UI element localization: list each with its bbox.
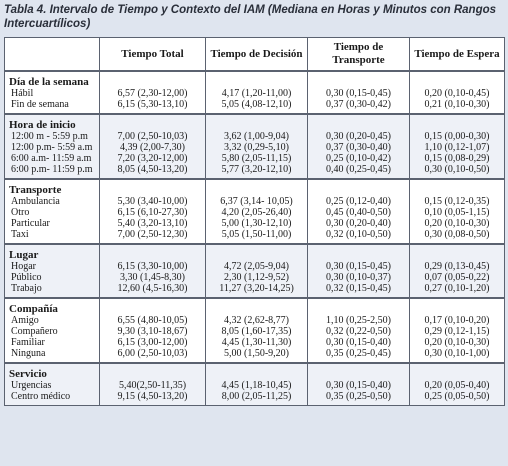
section-title: Servicio: [5, 363, 100, 380]
section-title: Transporte: [5, 179, 100, 196]
table-header: [5, 38, 505, 72]
table-row: [5, 88, 505, 99]
table-row: [5, 229, 505, 244]
cell-tiempo-transporte: 0,30 (0,20-0,45): [308, 131, 410, 142]
cell-tiempo-espera: 0,15 (0,12-0,35): [410, 196, 505, 207]
row-label: Público: [5, 272, 100, 283]
cell-tiempo-espera: 0,17 (0,10-0,20): [410, 315, 505, 326]
cell-tiempo-total: 6,15 (6,10-27,30): [100, 207, 206, 218]
table-row: [5, 272, 505, 283]
row-label: Ninguna: [5, 348, 100, 363]
section-title: Hora de inicio: [5, 114, 100, 131]
cell-tiempo-transporte: 0,30 (0,15-0,40): [308, 380, 410, 391]
header-tiempo-transporte: Tiempo de Transporte: [308, 38, 410, 72]
empty-cell: [100, 244, 206, 261]
cell-tiempo-espera: 0,25 (0,05-0,50): [410, 391, 505, 406]
cell-tiempo-transporte: 0,25 (0,10-0,42): [308, 153, 410, 164]
cell-tiempo-total: 6,15 (5,30-13,10): [100, 99, 206, 114]
header-tiempo-total: Tiempo Total: [100, 38, 206, 72]
table-section: [5, 298, 505, 363]
empty-cell: [206, 363, 308, 380]
cell-tiempo-espera: 0,29 (0,12-1,15): [410, 326, 505, 337]
empty-cell: [410, 244, 505, 261]
row-label: Hábil: [5, 88, 100, 99]
table-row: [5, 131, 505, 142]
empty-cell: [410, 114, 505, 131]
cell-tiempo-decision: 4,32 (2,62-8,77): [206, 315, 308, 326]
cell-tiempo-total: 5,40 (3,20-13,10): [100, 218, 206, 229]
cell-tiempo-total: 7,00 (2,50-10,03): [100, 131, 206, 142]
cell-tiempo-decision: 2,30 (1,12-9,52): [206, 272, 308, 283]
table-row: [5, 164, 505, 179]
cell-tiempo-espera: 0,29 (0,13-0,45): [410, 261, 505, 272]
cell-tiempo-total: 3,30 (1,45-8,30): [100, 272, 206, 283]
cell-tiempo-transporte: 0,32 (0,15-0,45): [308, 283, 410, 298]
cell-tiempo-espera: 0,15 (0,08-0,29): [410, 153, 505, 164]
cell-tiempo-transporte: 0,30 (0,15-0,45): [308, 261, 410, 272]
table-row: [5, 348, 505, 363]
empty-cell: [410, 71, 505, 88]
table-row: [5, 380, 505, 391]
row-label: 6:00 p.m- 11:59 p.m: [5, 164, 100, 179]
cell-tiempo-total: 12,60 (4,5-16,30): [100, 283, 206, 298]
cell-tiempo-espera: 0,20 (0,05-0,40): [410, 380, 505, 391]
cell-tiempo-total: 5,40(2,50-11,35): [100, 380, 206, 391]
cell-tiempo-decision: 4,45 (1,18-10,45): [206, 380, 308, 391]
cell-tiempo-decision: 4,17 (1,20-11,00): [206, 88, 308, 99]
empty-cell: [206, 179, 308, 196]
section-header-row: [5, 114, 505, 131]
table-row: [5, 153, 505, 164]
row-label: Centro médico: [5, 391, 100, 406]
cell-tiempo-transporte: 0,45 (0,40-0,50): [308, 207, 410, 218]
cell-tiempo-total: 4,39 (2,00-7,30): [100, 142, 206, 153]
cell-tiempo-decision: 4,72 (2,05-9,04): [206, 261, 308, 272]
cell-tiempo-espera: 0,20 (0,10-0,45): [410, 88, 505, 99]
cell-tiempo-transporte: 0,37 (0,30-0,42): [308, 99, 410, 114]
cell-tiempo-transporte: 0,32 (0,22-0,50): [308, 326, 410, 337]
row-label: Otro: [5, 207, 100, 218]
table-caption: Tabla 4. Intervalo de Tiempo y Contexto del IAM (Mediana en Horas y Minutos con Rangos Intercuartílicos): [4, 4, 497, 30]
empty-cell: [100, 114, 206, 131]
cell-tiempo-decision: 3,62 (1,00-9,04): [206, 131, 308, 142]
table-row: [5, 99, 505, 114]
cell-tiempo-total: 6,15 (3,00-12,00): [100, 337, 206, 348]
cell-tiempo-espera: 1,10 (0,12-1,07): [410, 142, 505, 153]
cell-tiempo-decision: 11,27 (3,20-14,25): [206, 283, 308, 298]
empty-cell: [206, 298, 308, 315]
cell-tiempo-total: 6,55 (4,80-10,05): [100, 315, 206, 326]
empty-cell: [308, 179, 410, 196]
cell-tiempo-transporte: 0,30 (0,15-0,45): [308, 88, 410, 99]
table-row: [5, 218, 505, 229]
cell-tiempo-transporte: 0,25 (0,12-0,40): [308, 196, 410, 207]
empty-cell: [100, 71, 206, 88]
row-label: Hogar: [5, 261, 100, 272]
cell-tiempo-transporte: 0,35 (0,25-0,50): [308, 391, 410, 406]
empty-cell: [206, 71, 308, 88]
header-row: [5, 38, 505, 72]
empty-cell: [410, 363, 505, 380]
table-row: [5, 196, 505, 207]
empty-cell: [308, 298, 410, 315]
cell-tiempo-decision: 5,05 (1,50-11,00): [206, 229, 308, 244]
row-label: Taxi: [5, 229, 100, 244]
table-row: [5, 391, 505, 406]
cell-tiempo-decision: 4,45 (1,30-11,30): [206, 337, 308, 348]
table-section: [5, 179, 505, 244]
cell-tiempo-total: 7,20 (3,20-12,00): [100, 153, 206, 164]
empty-cell: [100, 298, 206, 315]
header-tiempo-decision: Tiempo de Decisión: [206, 38, 308, 72]
empty-cell: [410, 298, 505, 315]
cell-tiempo-total: 7,00 (2,50-12,30): [100, 229, 206, 244]
cell-tiempo-espera: 0,21 (0,10-0,30): [410, 99, 505, 114]
section-title: Compañía: [5, 298, 100, 315]
table-row: [5, 207, 505, 218]
cell-tiempo-transporte: 0,37 (0,30-0,40): [308, 142, 410, 153]
cell-tiempo-total: 6,57 (2,30-12,00): [100, 88, 206, 99]
cell-tiempo-decision: 5,77 (3,20-12,10): [206, 164, 308, 179]
cell-tiempo-total: 9,15 (4,50-13,20): [100, 391, 206, 406]
cell-tiempo-decision: 5,05 (4,08-12,10): [206, 99, 308, 114]
empty-cell: [308, 363, 410, 380]
section-header-row: [5, 244, 505, 261]
section-header-row: [5, 298, 505, 315]
cell-tiempo-espera: 0,30 (0,10-0,50): [410, 164, 505, 179]
table-section: [5, 71, 505, 114]
cell-tiempo-espera: 0,20 (0,10-0,30): [410, 218, 505, 229]
row-label: Urgencias: [5, 380, 100, 391]
row-label: Fin de semana: [5, 99, 100, 114]
empty-cell: [308, 71, 410, 88]
empty-cell: [308, 244, 410, 261]
row-label: Particular: [5, 218, 100, 229]
empty-cell: [100, 179, 206, 196]
row-label: 12:00 p.m- 5:59 a.m: [5, 142, 100, 153]
cell-tiempo-espera: 0,30 (0,08-0,50): [410, 229, 505, 244]
table-section: [5, 244, 505, 298]
cell-tiempo-total: 5,30 (3,40-10,00): [100, 196, 206, 207]
cell-tiempo-decision: 3,32 (0,29-5,10): [206, 142, 308, 153]
empty-cell: [206, 114, 308, 131]
section-title: Día de la semana: [5, 71, 100, 88]
cell-tiempo-espera: 0,07 (0,05-0,22): [410, 272, 505, 283]
cell-tiempo-total: 9,30 (3,10-18,67): [100, 326, 206, 337]
cell-tiempo-espera: 0,27 (0,10-1,20): [410, 283, 505, 298]
header-tiempo-espera: Tiempo de Espera: [410, 38, 505, 72]
header-blank: [5, 38, 100, 72]
cell-tiempo-transporte: 0,32 (0,10-0,50): [308, 229, 410, 244]
cell-tiempo-total: 6,00 (2,50-10,03): [100, 348, 206, 363]
empty-cell: [308, 114, 410, 131]
cell-tiempo-decision: 5,00 (1,30-12,10): [206, 218, 308, 229]
table-row: [5, 283, 505, 298]
row-label: Familiar: [5, 337, 100, 348]
section-header-row: [5, 71, 505, 88]
cell-tiempo-transporte: 1,10 (0,25-2,50): [308, 315, 410, 326]
cell-tiempo-espera: 0,30 (0,10-1,00): [410, 348, 505, 363]
section-header-row: [5, 363, 505, 380]
row-label: Trabajo: [5, 283, 100, 298]
cell-tiempo-decision: 5,00 (1,50-9,20): [206, 348, 308, 363]
cell-tiempo-transporte: 0,40 (0,25-0,45): [308, 164, 410, 179]
section-header-row: [5, 179, 505, 196]
table-section: [5, 114, 505, 179]
cell-tiempo-espera: 0,10 (0,05-1,15): [410, 207, 505, 218]
empty-cell: [206, 244, 308, 261]
cell-tiempo-decision: 5,80 (2,05-11,15): [206, 153, 308, 164]
cell-tiempo-decision: 8,00 (2,05-11,25): [206, 391, 308, 406]
row-label: Ambulancia: [5, 196, 100, 207]
row-label: 6:00 a.m- 11:59 a.m: [5, 153, 100, 164]
cell-tiempo-espera: 0,20 (0,10-0,30): [410, 337, 505, 348]
table-row: [5, 337, 505, 348]
table-row: [5, 315, 505, 326]
cell-tiempo-decision: 4,20 (2,05-26,40): [206, 207, 308, 218]
empty-cell: [410, 179, 505, 196]
row-label: 12:00 m - 5:59 p.m: [5, 131, 100, 142]
cell-tiempo-decision: 6,37 (3,14- 10,05): [206, 196, 308, 207]
cell-tiempo-espera: 0,15 (0,00-0,30): [410, 131, 505, 142]
row-label: Amigo: [5, 315, 100, 326]
data-table: [4, 37, 505, 406]
cell-tiempo-transporte: 0,30 (0,20-0,40): [308, 218, 410, 229]
table-section: [5, 363, 505, 406]
cell-tiempo-transporte: 0,30 (0,10-0,37): [308, 272, 410, 283]
empty-cell: [100, 363, 206, 380]
cell-tiempo-transporte: 0,35 (0,25-0,45): [308, 348, 410, 363]
table-row: [5, 142, 505, 153]
cell-tiempo-total: 8,05 (4,50-13,20): [100, 164, 206, 179]
cell-tiempo-decision: 8,05 (1,60-17,35): [206, 326, 308, 337]
cell-tiempo-total: 6,15 (3,30-10,00): [100, 261, 206, 272]
table-row: [5, 326, 505, 337]
cell-tiempo-transporte: 0,30 (0,15-0,40): [308, 337, 410, 348]
section-title: Lugar: [5, 244, 100, 261]
row-label: Compañero: [5, 326, 100, 337]
table-row: [5, 261, 505, 272]
